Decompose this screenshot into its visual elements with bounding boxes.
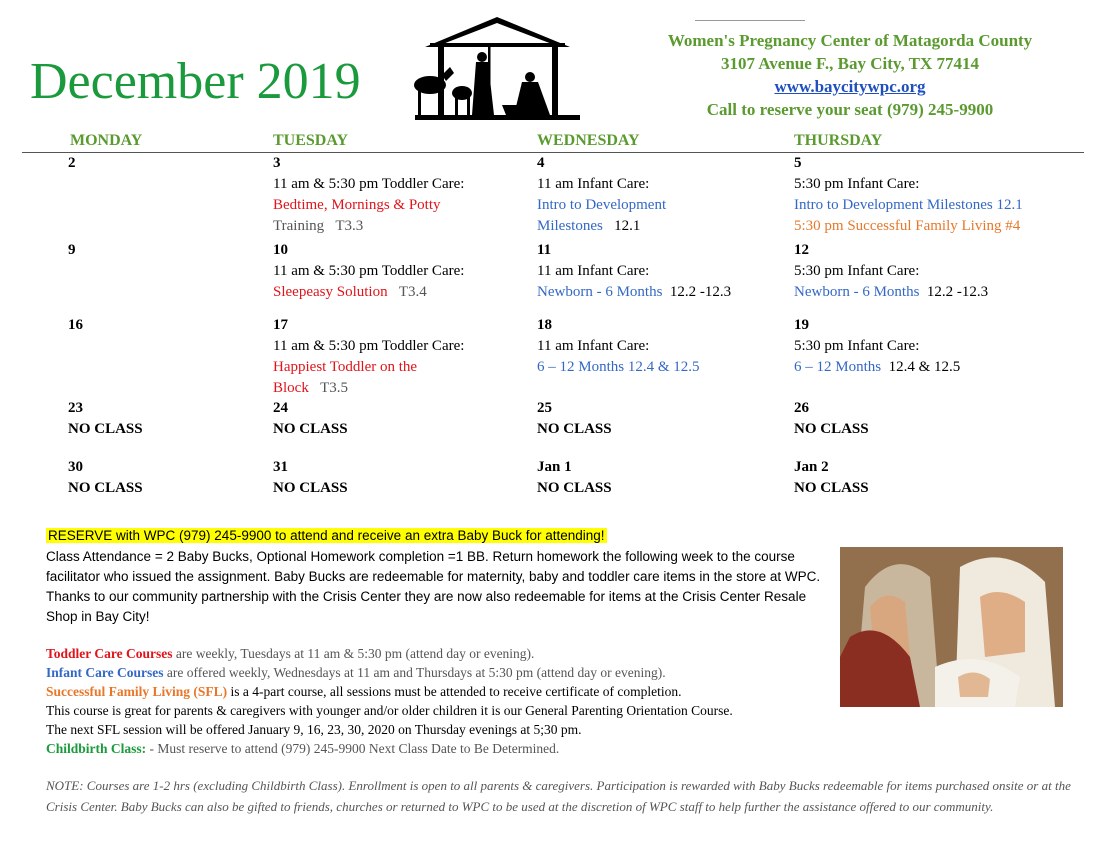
course-title-cont	[537, 216, 666, 237]
calendar-cell-dec-17	[273, 315, 464, 399]
calendar-cell-jan-1	[537, 457, 612, 499]
calendar-cell-dec-16	[68, 315, 83, 336]
calendar-cell-dec-18	[537, 315, 700, 378]
date-number: 24	[273, 400, 288, 416]
date-number: 26	[794, 400, 809, 416]
no-class-label: NO CLASS	[273, 421, 348, 437]
footer-note: NOTE: Courses are 1-2 hrs (excluding Childbirth Class). Enrollment is open to all parents & caregivers. Participation is rewarded with Baby Bucks redeemable for items purchased onsite or at the Crisis Center. Baby Bucks can also be gifted to friends, churches or returned to WPC to be used at the discretion of WPC staff to help further the assistance offered to our community.	[46, 778, 1071, 814]
reserve-banner: RESERVE with WPC (979) 245-9900 to attend and receive an extra Baby Buck for attending!	[48, 528, 605, 543]
calendar-cell-dec-19	[794, 315, 960, 378]
session-time: 5:30 pm Infant Care:	[794, 338, 920, 354]
no-class-label: NO CLASS	[68, 421, 143, 437]
course-title: Bedtime, Mornings & Potty	[273, 197, 441, 213]
course-title-end: Block	[273, 380, 309, 396]
course-title: Intro to Development Milestones 12.1	[794, 197, 1023, 213]
calendar-cell-dec-24	[273, 398, 348, 440]
course-title: 6 – 12 Months	[794, 359, 882, 375]
day-header-thursday: THURSDAY	[794, 132, 883, 149]
session-time: 11 am Infant Care:	[537, 263, 650, 279]
calendar-cell-dec-3	[273, 153, 464, 237]
course-title: Sleepeasy Solution	[273, 284, 388, 300]
childbirth-text: - Must reserve to attend (979) 245-9900 Next Class Date to Be Determined.	[146, 741, 560, 756]
date-number: 9	[68, 242, 76, 258]
date-number: 11	[537, 242, 552, 258]
date-number: 4	[537, 155, 545, 171]
toddler-courses-text: are weekly, Tuesdays at 11 am & 5:30 pm (attend day or evening).	[172, 646, 535, 661]
calendar-cell-dec-31	[273, 457, 348, 499]
course-title-end: Training	[273, 218, 325, 234]
sfl-session: 5:30 pm Successful Family Living #4	[794, 218, 1021, 234]
day-header-monday: MONDAY	[70, 132, 143, 149]
org-address: 3107 Avenue F., Bay City, TX 77414	[720, 54, 980, 73]
no-class-label: NO CLASS	[794, 480, 869, 496]
date-number: 25	[537, 400, 552, 416]
no-class-label: NO CLASS	[537, 480, 612, 496]
courses-section	[46, 644, 836, 758]
calendar-cell-dec-2	[68, 153, 76, 174]
date-number: 19	[794, 317, 809, 333]
date-number: Jan 1	[537, 459, 572, 475]
childbirth-label: Childbirth Class:	[46, 741, 147, 756]
no-class-label: NO CLASS	[794, 421, 869, 437]
calendar-cell-dec-11	[537, 240, 731, 303]
course-code: T3.4	[398, 284, 427, 300]
no-class-label: NO CLASS	[537, 421, 612, 437]
date-number: 5	[794, 155, 802, 171]
toddler-courses-label: Toddler Care Courses	[46, 646, 173, 661]
calendar-cell-dec-5	[794, 153, 1023, 237]
website-link[interactable]: www.baycitywpc.org	[774, 77, 926, 96]
course-code: 12.2 -12.3	[669, 284, 732, 300]
session-time: 11 am Infant Care:	[537, 338, 650, 354]
calendar-cell-dec-10	[273, 240, 464, 303]
course-title: 6 – 12 Months 12.4 & 12.5	[537, 359, 700, 375]
day-header-tuesday: TUESDAY	[273, 132, 348, 149]
date-number: 18	[537, 317, 552, 333]
date-number: 3	[273, 155, 281, 171]
sfl-label: Successful Family Living (SFL)	[46, 684, 228, 699]
course-title-cont	[273, 216, 464, 237]
course-title: Happiest Toddler on the	[273, 359, 418, 375]
no-class-label: NO CLASS	[68, 480, 143, 496]
calendar-cell-dec-9	[68, 240, 76, 261]
nativity-silhouette-icon	[410, 15, 585, 120]
sfl-text-3: The next SFL session will be offered January 9, 16, 23, 30, 2020 on Thursday evenings at 5;30 pm.	[46, 722, 582, 737]
course-title: Newborn - 6 Months	[794, 284, 920, 300]
session-time: 5:30 pm Infant Care:	[794, 263, 920, 279]
org-phone: Call to reserve your seat (979) 245-9900	[706, 100, 994, 119]
calendar-cell-jan-2	[794, 457, 869, 499]
course-code: 12.2 -12.3	[926, 284, 989, 300]
calendar-cell-dec-23	[68, 398, 143, 440]
infant-courses-text: are offered weekly, Wednesdays at 11 am and Thursdays at 5:30 pm (attend day or evening).	[163, 665, 666, 680]
course-title: Newborn - 6 Months	[537, 284, 663, 300]
infant-courses-label: Infant Care Courses	[46, 665, 164, 680]
date-number: 10	[273, 242, 288, 258]
calendar-cell-dec-12	[794, 240, 988, 303]
date-number: Jan 2	[794, 459, 829, 475]
session-time: 11 am Infant Care:	[537, 176, 650, 192]
course-title-end: Milestones	[537, 218, 603, 234]
date-number: 16	[68, 317, 83, 333]
course-code: 12.1	[614, 218, 641, 234]
session-time: 5:30 pm Infant Care:	[794, 176, 920, 192]
calendar-cell-dec-26	[794, 398, 869, 440]
course-title: Intro to Development	[537, 197, 667, 213]
course-code: T3.5	[320, 380, 349, 396]
course-code: 12.4 & 12.5	[888, 359, 961, 375]
date-number: 12	[794, 242, 809, 258]
page-title: December 2019	[30, 53, 361, 110]
calendar-cell-dec-4	[537, 153, 666, 237]
session-time: 11 am & 5:30 pm Toddler Care:	[273, 338, 465, 354]
org-name: Women's Pregnancy Center of Matagorda County	[667, 31, 1033, 50]
date-number: 2	[68, 155, 76, 171]
header-divider	[695, 20, 805, 21]
attendance-paragraph: Class Attendance = 2 Baby Bucks, Optional Homework completion =1 BB. Return homework the following week to the course facilitator who issued the assignment. Baby Bucks are redeemable for maternity, baby and toddler care items in the store at WPC. Thanks to our community partnership with the Crisis Center they are now also redeemable for items at the Crisis Center Resale Shop in Bay City!	[46, 549, 821, 624]
date-number: 30	[68, 459, 83, 475]
session-time: 11 am & 5:30 pm Toddler Care:	[273, 176, 465, 192]
day-header-wednesday: WEDNESDAY	[537, 132, 640, 149]
date-number: 31	[273, 459, 288, 475]
calendar-cell-dec-25	[537, 398, 612, 440]
calendar-cell-dec-30	[68, 457, 143, 499]
org-website-row	[630, 75, 1070, 98]
session-time: 11 am & 5:30 pm Toddler Care:	[273, 263, 465, 279]
course-code: T3.3	[335, 218, 364, 234]
sfl-text: is a 4-part course, all sessions must be attended to receive certificate of completion.	[227, 684, 682, 699]
sfl-text-2: This course is great for parents & caregivers with younger and/or older children it is our General Parenting Orientation Course.	[46, 703, 733, 718]
no-class-label: NO CLASS	[273, 480, 348, 496]
nativity-children-photo	[840, 547, 1063, 707]
date-number: 23	[68, 400, 83, 416]
date-number: 17	[273, 317, 288, 333]
